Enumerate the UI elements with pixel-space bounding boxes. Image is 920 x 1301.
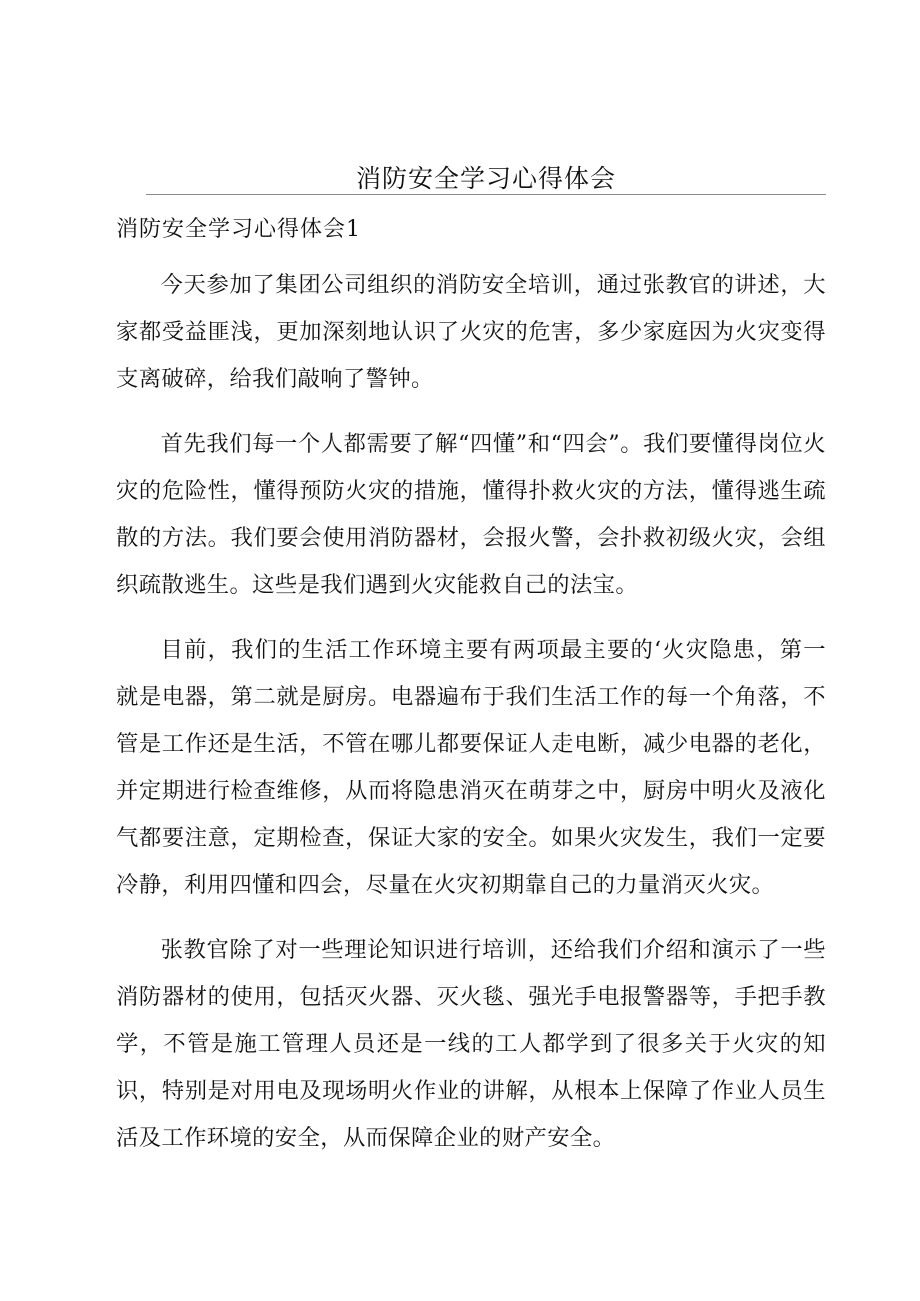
document-title: 消防安全学习心得体会 [355,164,616,193]
paragraph: 首先我们每一个人都需要了解“四懂”和“四会”。我们要懂得岗位火灾的危险性，懂得预防火灾的措施，懂得扑救火灾的方法，懂得逃生疏散的方法。我们要会使用消防器材，会报火警，会扑救初级火灾，会组织疏散逃生。这些是我们遇到火灾能救自己的法宝。 [116,431,826,598]
title-divider [146,194,826,195]
paragraph: 目前，我们的生活工作环境主要有两项最主要的‘火灾隐患，第一就是电器，第二就是厨房。电器遍布于我们生活工作的每一个角落，不管是工作还是生活，不管在哪儿都要保证人走电断，减少电器的老化，并定期进行检查维修，从而将隐患消灭在萌芽之中，厨房中明火及液化气都要注意，定期检查，保证大家的安全。如果火灾发生，我们一定要冷静，利用四懂和四会，尽量在火灾初期靠自己的力量消灭火灾。 [116,637,826,898]
section-heading: 消防安全学习心得体会1 [116,217,361,242]
body-text [116,262,826,1180]
paragraph: 今天参加了集团公司组织的消防安全培训，通过张教官的讲述，大家都受益匪浅，更加深刻地认识了火灾的危害，多少家庭因为火灾变得支离破碎，给我们敲响了警钟。 [116,272,826,392]
paragraph: 张教官除了对一些理论知识进行培训，还给我们介绍和演示了一些消防器材的使用，包括灭火器、灭火毯、强光手电报警器等，手把手教学，不管是施工管理人员还是一线的工人都学到了很多关于火灾的知识，特别是对用电及现场明火作业的讲解，从根本上保障了作业人员生活及工作环境的安全，从而保障企业的财产安全。 [116,937,826,1151]
